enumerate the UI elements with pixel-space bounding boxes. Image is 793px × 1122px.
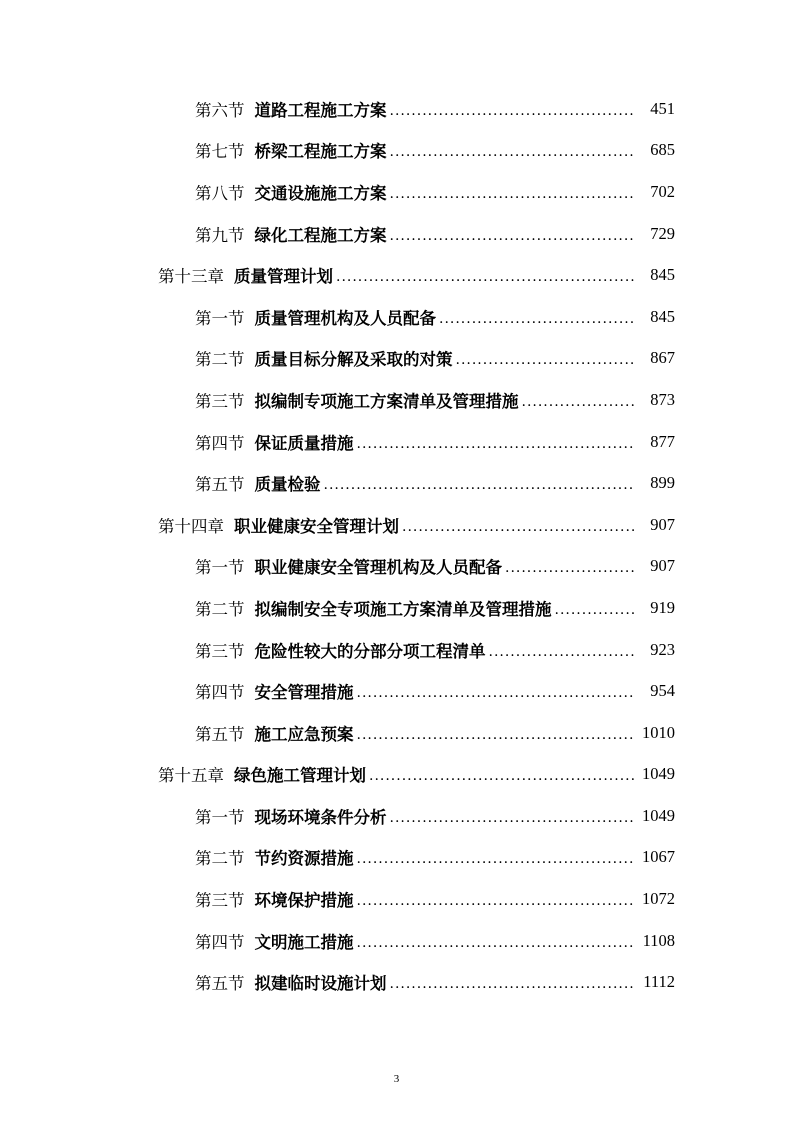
toc-chapter[interactable]: [0, 254, 793, 296]
toc-entry[interactable]: [0, 837, 793, 879]
toc-entry-page: 702: [650, 181, 675, 201]
toc-entry[interactable]: [0, 546, 793, 588]
toc-entry[interactable]: [0, 171, 793, 213]
toc-chapter-page: 845: [650, 265, 675, 285]
toc-entry-page: 919: [650, 597, 675, 617]
toc-entry-page: 685: [650, 140, 675, 160]
toc-entry-page: 1112: [643, 972, 675, 992]
toc-entry-label: 第一节: [195, 807, 245, 827]
dot-leader: [357, 685, 635, 701]
toc-entry-page: 845: [650, 306, 675, 326]
toc-entry[interactable]: [0, 795, 793, 837]
toc-entry-title: 拟建临时设施计划: [254, 974, 387, 994]
dot-leader: [390, 810, 635, 826]
toc-entry-page: 899: [650, 473, 675, 493]
dot-leader: [390, 976, 635, 992]
toc-entry-title: 质量管理机构及人员配备: [254, 308, 436, 328]
toc-chapter-page: 907: [650, 514, 675, 534]
toc-entry-title: 拟编制专项施工方案清单及管理措施: [254, 391, 519, 411]
toc-entry-title: 安全管理措施: [254, 683, 354, 703]
toc-entry-title: 绿化工程施工方案: [254, 225, 387, 245]
dot-leader: [489, 644, 635, 660]
toc-chapter-title: 职业健康安全管理计划: [234, 516, 399, 536]
toc-entry-label: 第三节: [195, 391, 245, 411]
toc-entry-label: 第三节: [195, 641, 245, 661]
toc-entry-title: 环境保护措施: [254, 891, 354, 911]
toc-entry-label: 第五节: [195, 974, 245, 994]
toc-chapter-title: 绿色施工管理计划: [234, 766, 366, 786]
toc-entry-title: 道路工程施工方案: [254, 100, 387, 120]
dot-leader: [357, 436, 635, 452]
toc-entry-label: 第二节: [195, 599, 245, 619]
toc-entry-label: 第二节: [195, 849, 245, 869]
toc-entry[interactable]: [0, 712, 793, 754]
toc-entry-title: 节约资源措施: [254, 849, 354, 869]
toc-entry-page: 907: [650, 556, 675, 576]
toc-entry-title: 职业健康安全管理机构及人员配备: [254, 558, 502, 578]
toc-entry[interactable]: [0, 379, 793, 421]
toc-entry[interactable]: [0, 920, 793, 962]
toc-entry-title: 交通设施施工方案: [254, 183, 387, 203]
dot-leader: [390, 186, 635, 202]
toc-entry[interactable]: [0, 670, 793, 712]
toc-chapter-title: 质量管理计划: [234, 267, 333, 287]
toc-chapter[interactable]: [0, 754, 793, 796]
toc-entry-title: 文明施工措施: [254, 932, 354, 952]
toc-entry[interactable]: [0, 462, 793, 504]
toc-entry[interactable]: [0, 88, 793, 130]
dot-leader: [439, 311, 634, 327]
toc-entry[interactable]: [0, 961, 793, 1003]
toc-entry-title: 施工应急预案: [254, 724, 354, 744]
toc-entry-label: 第一节: [195, 558, 245, 578]
toc-entry-page: 923: [650, 639, 675, 659]
toc-entry-label: 第七节: [195, 142, 245, 162]
toc-entry-page: 954: [650, 681, 675, 701]
dot-leader: [324, 477, 635, 493]
toc-chapter-label: 第十四章: [158, 516, 224, 536]
toc-entry-page: 1067: [642, 847, 675, 867]
dot-leader: [522, 394, 635, 410]
toc-entry-title: 桥梁工程施工方案: [254, 142, 387, 162]
toc-chapter-page: 1049: [642, 764, 675, 784]
toc-chapter[interactable]: [0, 504, 793, 546]
toc-entry[interactable]: [0, 130, 793, 172]
toc-entry-label: 第二节: [195, 350, 245, 370]
toc-entry-label: 第三节: [195, 891, 245, 911]
dot-leader: [390, 144, 635, 160]
toc-entry-label: 第四节: [195, 683, 245, 703]
toc-entry-label: 第五节: [195, 724, 245, 744]
toc-entry-title: 拟编制安全专项施工方案清单及管理措施: [254, 599, 552, 619]
dot-leader: [369, 768, 634, 784]
toc-entry-page: 873: [650, 389, 675, 409]
toc-entry-label: 第八节: [195, 183, 245, 203]
toc-entry-page: 1108: [642, 930, 675, 950]
toc-entry-label: 第九节: [195, 225, 245, 245]
toc-entry-page: 451: [650, 98, 675, 118]
toc-entry-title: 质量检验: [254, 475, 321, 495]
toc-entry-page: 729: [650, 223, 675, 243]
toc-entry[interactable]: [0, 878, 793, 920]
toc-entry-title: 质量目标分解及采取的对策: [254, 350, 453, 370]
toc-entry[interactable]: [0, 296, 793, 338]
toc-entry[interactable]: [0, 338, 793, 380]
dot-leader: [456, 352, 635, 368]
dot-leader: [357, 935, 635, 951]
toc-chapter-label: 第十三章: [158, 267, 224, 287]
toc-entry-page: 877: [650, 431, 675, 451]
dot-leader: [402, 519, 634, 535]
toc-entry[interactable]: [0, 213, 793, 255]
dot-leader: [357, 893, 635, 909]
toc-entry-page: 1010: [642, 722, 675, 742]
toc-entry-page: 1072: [642, 889, 675, 909]
toc-entry[interactable]: [0, 629, 793, 671]
dot-leader: [390, 228, 635, 244]
toc-entry-title: 现场环境条件分析: [254, 807, 387, 827]
toc-entry-label: 第六节: [195, 100, 245, 120]
dot-leader: [336, 269, 634, 285]
toc-entry-title: 保证质量措施: [254, 433, 354, 453]
dot-leader: [505, 560, 634, 576]
table-of-contents: [0, 88, 793, 1003]
toc-entry[interactable]: [0, 421, 793, 463]
toc-entry-label: 第四节: [195, 433, 245, 453]
toc-entry-label: 第五节: [195, 475, 245, 495]
toc-entry-title: 危险性较大的分部分项工程清单: [254, 641, 486, 661]
dot-leader: [357, 727, 635, 743]
toc-entry[interactable]: [0, 587, 793, 629]
page-number: 3: [393, 1073, 400, 1085]
dot-leader: [357, 851, 635, 867]
dot-leader: [390, 103, 635, 119]
toc-chapter-label: 第十五章: [158, 766, 224, 786]
toc-entry-label: 第四节: [195, 932, 245, 952]
toc-entry-label: 第一节: [195, 308, 245, 328]
toc-entry-page: 1049: [642, 805, 675, 825]
toc-entry-page: 867: [650, 348, 675, 368]
dot-leader: [555, 602, 635, 618]
